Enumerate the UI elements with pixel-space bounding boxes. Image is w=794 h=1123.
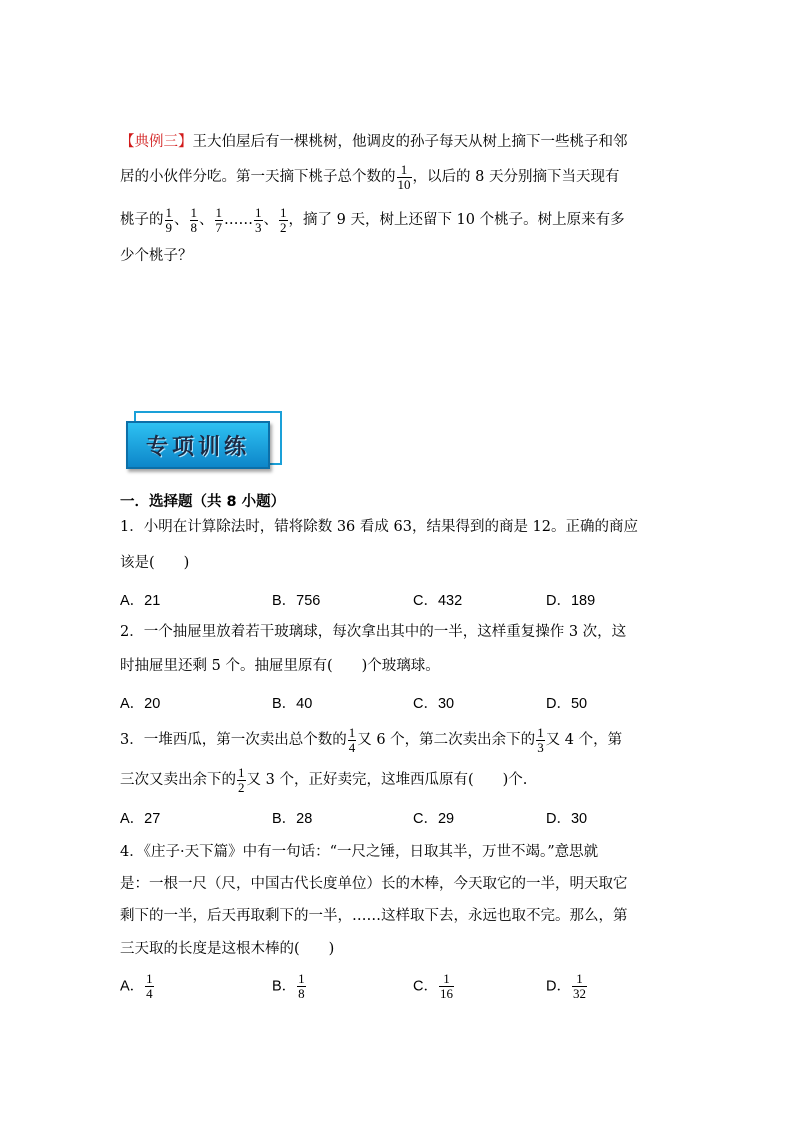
fraction: $\frac{1}{2}$ [280,204,287,235]
fraction: $\frac{1}{9}$ [165,204,172,235]
fraction: $\frac{1}{10}$ [397,161,411,192]
question-2-option-c: C．30 [413,696,455,712]
example-line-1 [120,132,680,152]
question-2-line-2: 时抽屉里还剩 5 个。抽屉里原有( )个玻璃球。 [120,658,440,674]
question-4-option-c: C． $\frac{1}{16}$ [413,971,453,1001]
example-text: 王大伯屋后有一棵桃树，他调皮的孙子每天从树上摘下一些桃子和邻 [192,134,628,150]
banner-title: 专项训练 [145,434,250,460]
section-heading: 一．选择题（共 8 小题） [120,494,286,510]
fraction: $\frac{1}{8}$ [298,971,305,1001]
question-4-option-b: B． $\frac{1}{8}$ [272,971,305,1001]
question-4-option-a: A． $\frac{1}{4}$ [120,971,153,1001]
example-text: ，以后的 8 天分别摘下当天现有 [412,169,620,185]
fraction: $\frac{1}{32}$ [572,971,586,1001]
question-2-option-d: D．50 [546,696,588,712]
question-text: 又 6 个，第二次卖出余下的 [357,732,536,748]
example-line-2 [120,160,680,194]
question-4-line-2: 是：一根一尺（尺，中国古代长度单位）长的木棒，今天取它的一半，明天取它 [120,876,628,892]
fraction: $\frac{1}{3}$ [255,204,262,235]
fraction: $\frac{1}{2}$ [238,764,245,795]
question-1-option-a: A．21 [120,593,161,609]
question-1-option-d: D．189 [546,593,596,609]
question-text: 又 4 个，第 [545,732,623,748]
question-3-line-1 [120,722,680,758]
example-line-3: 桃子的 $\frac{1}{9}$ 、 $\frac{1}{8}$ 、 $\frac{1}{7}$ …… $\frac{1}{3}$ 、 $\frac{1}{2}$ ，摘了 9 天，树上还留下 10 个桃子。树上原来有多 [120,204,625,235]
question-3-line-2 [120,762,680,798]
section-banner [126,411,282,469]
question-1-option-c: C．432 [413,593,463,609]
fraction: $\frac{1}{7}$ [215,204,222,235]
fraction: $\frac{1}{8}$ [190,204,197,235]
fraction: $\frac{1}{4}$ [146,971,153,1001]
question-text: 又 3 个，正好卖完，这堆西瓜原有( )个. [246,772,528,788]
example-text: 居的小伙伴分吃。第一天摘下桃子总个数的 [120,169,396,185]
question-3-option-c: C．29 [413,811,455,827]
example-text: ，摘了 9 天，树上还留下 10 个桃子。树上原来有多 [288,212,625,228]
question-3-option-b: B．28 [272,811,313,827]
question-4-line-1: 4．《庄子·天下篇》中有一句话：“一尺之锤，日取其半，万世不竭。”意思就 [120,844,599,860]
question-3-option-d: D．30 [546,811,588,827]
example-text: 桃子的 [120,212,164,228]
question-4-line-4: 三天取的长度是这根木棒的( ) [120,941,335,957]
fraction: $\frac{1}{4}$ [348,724,356,755]
example-tag: 【典例三】 [120,134,193,150]
example-line-4: 少个桃子？ [120,248,193,264]
question-1-line-1: 1．小明在计算除法时，错将除数 36 看成 63，结果得到的商是 12。正确的商应 [120,519,639,535]
question-text: 三次又卖出余下的 [120,772,236,788]
question-2-option-b: B．40 [272,696,313,712]
fraction: $\frac{1}{3}$ [537,724,544,755]
banner-plate [126,421,270,469]
question-1-option-b: B．756 [272,593,321,609]
fraction: $\frac{1}{16}$ [439,971,453,1001]
question-1-line-2: 该是( ) [120,555,190,571]
question-2-line-1: 2．一个抽屉里放着若干玻璃球，每次拿出其中的一半，这样重复操作 3 次，这 [120,624,627,640]
question-text: 3．一堆西瓜，第一次卖出总个数的 [120,732,347,748]
question-2-option-a: A．20 [120,696,161,712]
question-4-option-d: D． $\frac{1}{32}$ [546,971,586,1001]
question-4-line-3: 剩下的一半，后天再取剩下的一半，……这样取下去，永远也取不完。那么，第 [120,908,628,924]
question-3-option-a: A．27 [120,811,161,827]
